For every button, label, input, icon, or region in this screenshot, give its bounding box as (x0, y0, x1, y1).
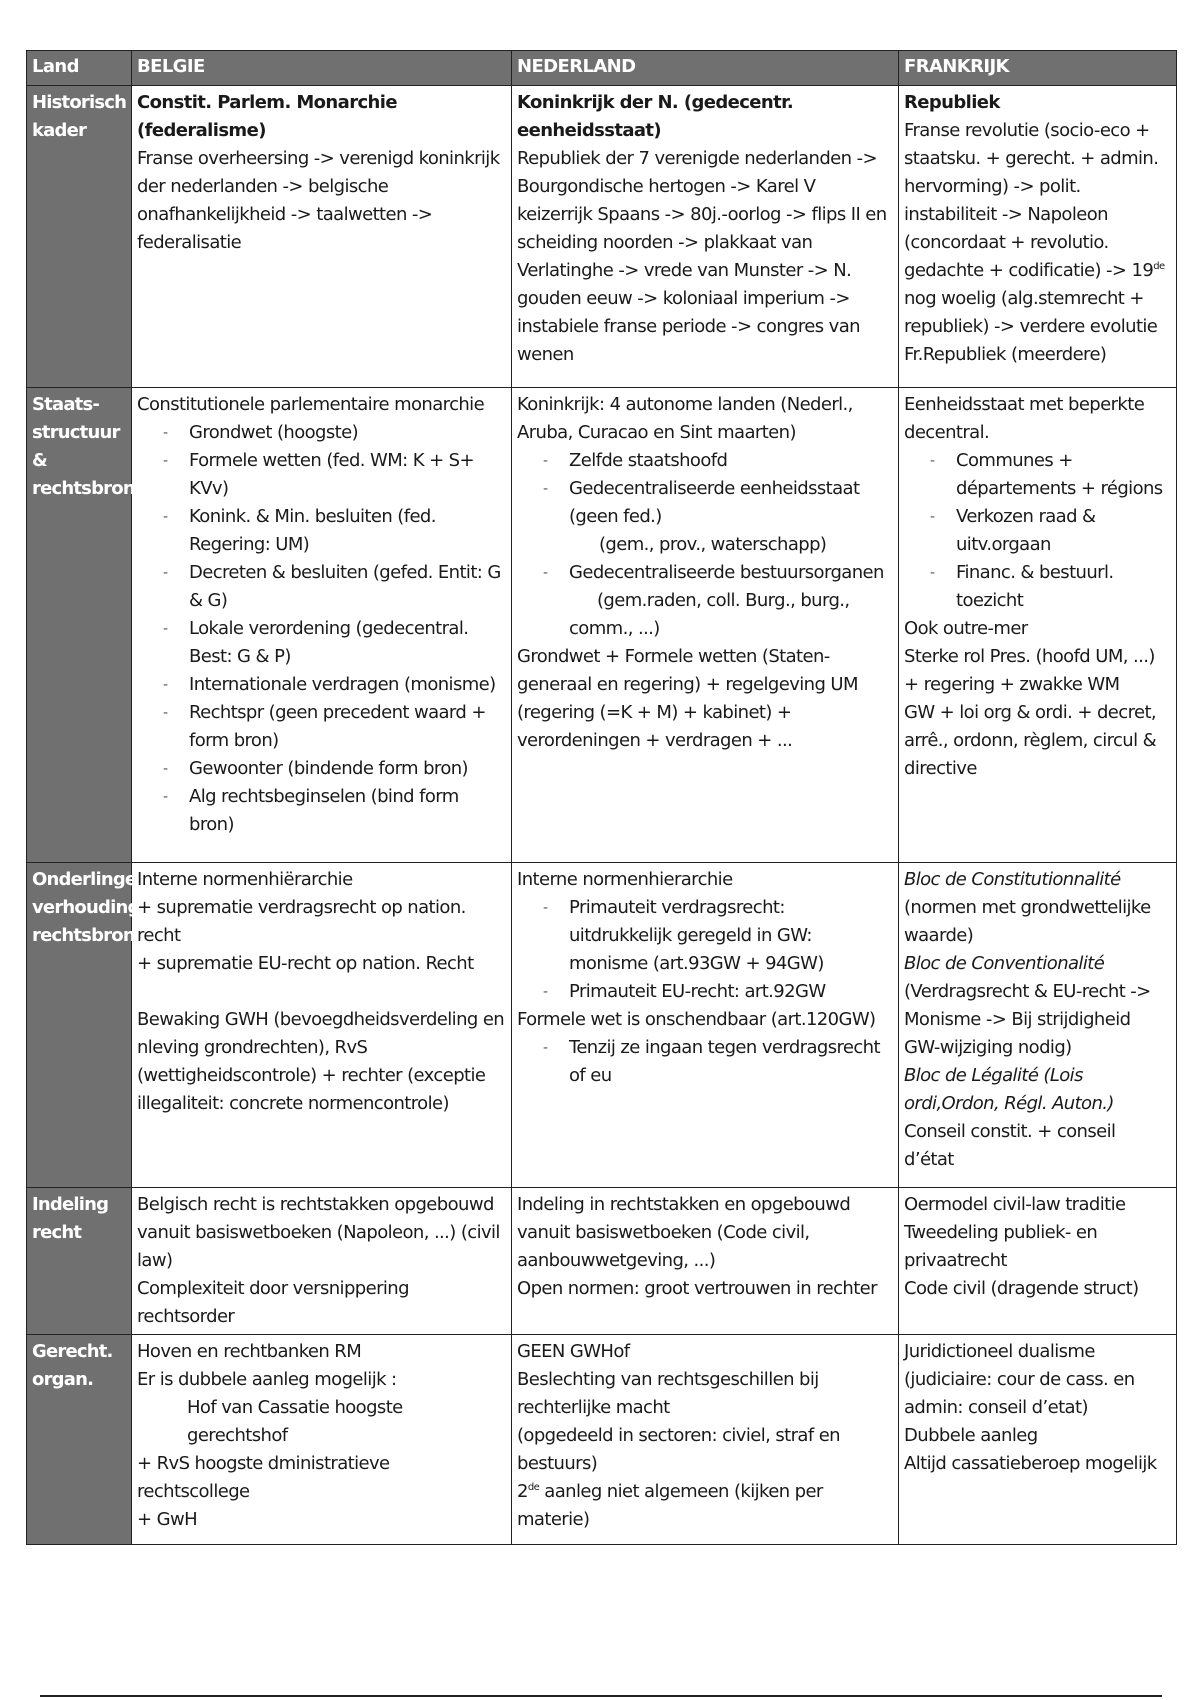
frankrijk-gerecht-l2: Dubbele aanleg (904, 1425, 1038, 1446)
aanleg-sup: de (527, 1482, 540, 1493)
frankrijk-rechtsbronnen: GW + loi org & ordi. + decret, arrê., ordonn, règlem, circul & directive (904, 702, 1157, 779)
cell-nederland-staatsstructuur (512, 388, 899, 863)
nederland-gerecht-l4 (517, 1478, 892, 1534)
cell-nederland-historisch (512, 86, 899, 388)
nederland-gerecht-l1: GEEN GWHof (517, 1341, 630, 1362)
nederland-historiek: Republiek der 7 verenigde nederlanden -> Bourgondische hertogen -> Karel V keizerrijk Spaans -> 80j.-oorlog -> flips II en scheiding noorden -> plakkaat van Verlatinghe -> vrede van Munster -> N. gouden eeuw -> koloniaal imperium -> instabiele franse periode -> congres van wenen (517, 148, 887, 365)
frankrijk-historiek-a: Franse revolutie (socio-eco + staatsku. + gerecht. + admin. hervorming) -> polit. instabiliteit -> Napoleon (concordaat + revolutio. gedachte + codificatie) -> 19 (904, 120, 1159, 281)
frankrijk-conseil: Conseil constit. + conseil d’état (904, 1121, 1116, 1170)
header-belgie: BELGIE (132, 51, 512, 86)
frankrijk-rol-president: Sterke rol Pres. (hoofd UM, ...) + regering + zwakke WM (904, 646, 1155, 695)
frankrijk-bloc-constitutionnalite (904, 866, 1170, 950)
frankrijk-staat-intro: Eenheidsstaat met beperkte decentral. (904, 394, 1145, 443)
list-item: - Primauteit verdragsrecht: uitdrukkelijk geregeld in GW: monisme (art.93GW + 94GW) (517, 894, 892, 978)
nederland-gerecht-l3: (opgedeeld in sectoren: civiel, straf en bestuurs) (517, 1425, 840, 1474)
cell-nederland-indeling (512, 1188, 899, 1335)
cell-belgie-gerecht (132, 1335, 512, 1545)
frankrijk-bloc-conventionalite: Bloc de Conventionalité (904, 953, 1105, 974)
header-land: Land (27, 51, 132, 86)
nederland-staat-intro: Koninkrijk: 4 autonome landen (Nederl., Aruba, Curacao en Sint maarten) (517, 394, 853, 443)
list-item: - Zelfde staatshoofd (517, 447, 892, 475)
nederland-verhouding-intro: Interne normenhierarchie (517, 869, 733, 890)
list-item-text: Gedecentraliseerde bestuursorganen (569, 562, 884, 583)
list-item: - Konink. & Min. besluiten (fed. Regering: UM) (137, 503, 505, 559)
cell-frankrijk-gerecht (899, 1335, 1177, 1545)
nederland-verhouding-mid: Formele wet is onschendbaar (art.120GW) (517, 1009, 876, 1030)
comparison-table-container (26, 50, 1176, 1545)
list-item (517, 559, 892, 643)
belgie-gerecht-l1: Hoven en rechtbanken RM (137, 1341, 362, 1362)
frankrijk-staat-list (904, 447, 1170, 615)
belgie-rechtsbronnen-list (137, 419, 505, 839)
belgie-gerecht-l3: Hof van Cassatie hoogste gerechtshof (187, 1397, 403, 1446)
cell-belgie-verhouding (132, 863, 512, 1188)
row-label-staatsstructuur: Staats-structuur & rechtsbron. (27, 388, 132, 863)
belgie-gerecht-l2: Er is dubbele aanleg mogelijk : (137, 1369, 397, 1390)
frankrijk-indeling-l2: Tweedeling publiek- en privaatrecht (904, 1222, 1098, 1271)
nederland-verhouding-list (517, 894, 892, 1006)
list-item-sub: (gem.raden, coll. Burg., burg., (597, 590, 850, 611)
cell-frankrijk-indeling (899, 1188, 1177, 1335)
law-systems-comparison-table (26, 50, 1177, 1545)
cell-frankrijk-verhouding (899, 863, 1177, 1188)
nederland-indeling-l1: Indeling in rechtstakken en opgebouwd vanuit basiswetboeken (Code civil, aanbouwwetgeving, ...) (517, 1194, 851, 1271)
list-item: - Gewoonter (bindende form bron) (137, 755, 505, 783)
belgie-indeling-l2: Complexiteit door versnippering rechtsorder (137, 1278, 409, 1327)
frankrijk-historiek (904, 117, 1170, 369)
frankrijk-indeling-l3: Code civil (dragende struct) (904, 1278, 1139, 1299)
list-item: - Grondwet (hoogste) (137, 419, 505, 447)
list-item: - Internationale verdragen (monisme) (137, 671, 505, 699)
cell-belgie-historisch (132, 86, 512, 388)
row-onderlinge-verhouding (27, 863, 1177, 1188)
cell-frankrijk-historisch (899, 86, 1177, 388)
list-item: - Decreten & besluiten (gefed. Entit: G & G) (137, 559, 505, 615)
cell-belgie-indeling (132, 1188, 512, 1335)
belgie-gerecht-l4: + RvS hoogste dministratieve rechtscollege (137, 1453, 390, 1502)
cell-frankrijk-staatsstructuur (899, 388, 1177, 863)
row-label-historisch: Historisch kader (27, 86, 132, 388)
belgie-gerecht-l5: + GwH (137, 1509, 198, 1530)
list-item: - Primauteit EU-recht: art.92GW (517, 978, 892, 1006)
nederland-gerecht-l2: Beslechting van rechtsgeschillen bij rechterlijke macht (517, 1369, 819, 1418)
belgie-verhouding-l2: + suprematie verdragsrecht op nation. recht (137, 897, 466, 946)
list-item: - Rechtspr (geen precedent waard + form bron) (137, 699, 505, 755)
nederland-staat-list (517, 447, 892, 643)
list-item (517, 475, 892, 559)
belgie-staat-intro: Constitutionele parlementaire monarchie (137, 394, 485, 415)
frankrijk-historiek-sup: de (1153, 261, 1165, 272)
row-label-indeling-recht: Indeling recht (27, 1188, 132, 1335)
row-gerecht-organ (27, 1335, 1177, 1545)
list-item: - Verkozen raad & uitv.orgaan (904, 503, 1170, 559)
header-frankrijk: FRANKRIJK (899, 51, 1177, 86)
belgie-verhouding-l3: + suprematie EU-recht op nation. Recht (137, 953, 474, 974)
aanleg-num: 2 (517, 1481, 528, 1502)
nederland-staatsvorm: Koninkrijk der N. (gedecentr. eenheidsstaat) (517, 92, 794, 141)
cell-nederland-gerecht (512, 1335, 899, 1545)
list-item: - Communes + départements + régions (904, 447, 1170, 503)
cell-belgie-staatsstructuur (132, 388, 512, 863)
row-label-onderlinge-verhouding: Onderlinge verhouding rechtsbron. (27, 863, 132, 1188)
frankrijk-bloc-legalite: Bloc de Légalité (Lois ordi,Ordon, Régl. Auton.) (904, 1065, 1114, 1114)
bloc-text: (normen met grondwettelijke waarde) (904, 897, 1151, 946)
belgie-verhouding-l1: Interne normenhiërarchie (137, 869, 353, 890)
list-item: - Alg rechtsbeginselen (bind form bron) (137, 783, 505, 839)
list-item: - Formele wetten (fed. WM: K + S+ KVv) (137, 447, 505, 503)
row-staatsstructuur (27, 388, 1177, 863)
belgie-verhouding-l4: Bewaking GWH (bevoegdheidsverdeling en nleving grondrechten), RvS (wettigheidscontrole) + rechter (exceptie illegaliteit: concrete normencontrole) (137, 1009, 505, 1114)
list-item: - Financ. & bestuurl. toezicht (904, 559, 1170, 615)
frankrijk-indeling-l1: Oermodel civil-law traditie (904, 1194, 1126, 1215)
row-indeling-recht (27, 1188, 1177, 1335)
bloc-title: Bloc de Constitutionnalité (904, 869, 1121, 890)
header-nederland: NEDERLAND (512, 51, 899, 86)
frankrijk-bloc-conventionalite-text: (Verdragsrecht & EU-recht -> Monisme -> Bij strijdigheid GW-wijziging nodig) (904, 981, 1151, 1058)
frankrijk-historiek-b: nog woelig (alg.stemrecht + republiek) -> verdere evolutie Fr.Republiek (meerdere) (904, 288, 1158, 365)
frankrijk-gerecht-l3: Altijd cassatieberoep mogelijk (904, 1453, 1157, 1474)
footer-divider (40, 1695, 1162, 1697)
belgie-staatsvorm: Constit. Parlem. Monarchie (federalisme) (137, 92, 397, 141)
nederland-indeling-l2: Open normen: groot vertrouwen in rechter (517, 1278, 877, 1299)
list-item-text: Gedecentraliseerde eenheidsstaat (geen fed.) (569, 478, 860, 527)
belgie-historiek: Franse overheersing -> verenigd koninkrijk der nederlanden -> belgische onafhankelijkheid -> taalwetten -> federalisatie (137, 148, 500, 253)
list-item-sub: comm., ...) (569, 618, 660, 639)
nederland-staat-outro: Grondwet + Formele wetten (Staten-generaal en regering) + regelgeving UM (regering (=K + M) + kabinet) + verordeningen + verdragen + ... (517, 646, 858, 751)
list-item: - Lokale verordening (gedecentral. Best: G & P) (137, 615, 505, 671)
cell-nederland-verhouding (512, 863, 899, 1188)
list-item: - Tenzij ze ingaan tegen verdragsrecht of eu (517, 1034, 892, 1090)
row-label-gerecht-organ: Gerecht. organ. (27, 1335, 132, 1545)
frankrijk-outre-mer: Ook outre-mer (904, 618, 1028, 639)
row-historisch-kader (27, 86, 1177, 388)
frankrijk-staatsvorm: Republiek (904, 92, 1000, 113)
frankrijk-gerecht-l1: Juridictioneel dualisme (judiciaire: cour de cass. en admin: conseil d’etat) (904, 1341, 1135, 1418)
belgie-indeling-l1: Belgisch recht is rechtstakken opgebouwd vanuit basiswetboeken (Napoleon, ...) (civil law) (137, 1194, 500, 1271)
nederland-verhouding-list2 (517, 1034, 892, 1090)
aanleg-text: aanleg niet algemeen (kijken per materie) (517, 1481, 823, 1530)
list-item-sub: (gem., prov., waterschapp) (599, 534, 827, 555)
header-row (27, 51, 1177, 86)
